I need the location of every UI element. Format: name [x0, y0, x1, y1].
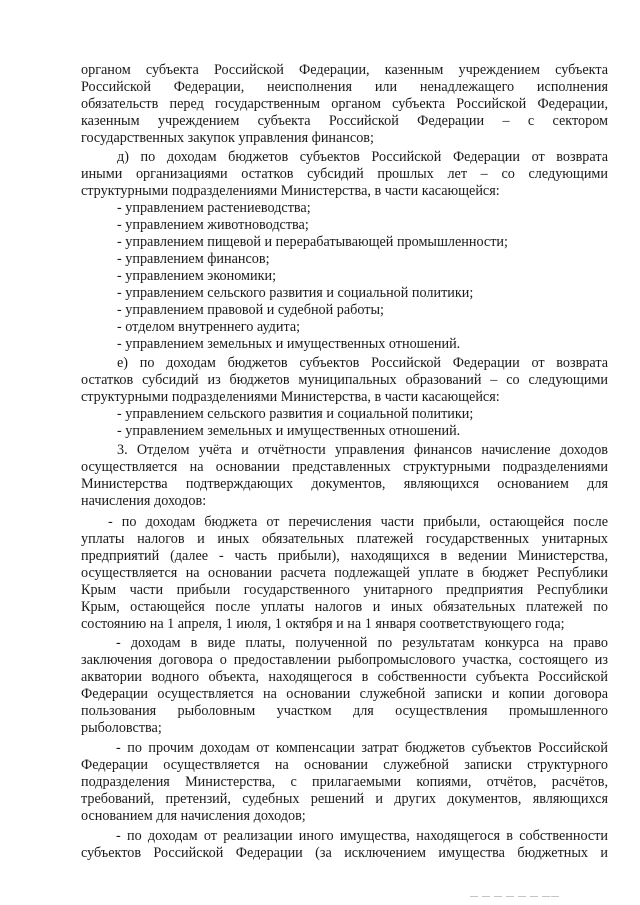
text-line: осуществляется на основании расчета подлежащей уплате в бюджет Республики: [81, 565, 608, 581]
list-item: - управлением экономики;: [117, 268, 277, 284]
list-item: - управлением сельского развития и социальной политики;: [117, 285, 474, 301]
list-item: - управлением финансов;: [117, 251, 270, 267]
bullet-start: - по доходам бюджета от перечисления части прибыли, остающейся после: [108, 514, 608, 530]
text-line: органом субъекта Российской Федерации, казенным учреждением субъекта: [81, 62, 608, 78]
bullet-start: - по прочим доходам от компенсации затрат бюджетов субъектов Российской: [116, 740, 608, 756]
text-line: Министерства подтверждающих документов, являющихся основанием для: [81, 476, 608, 492]
paragraph-d-start: д) по доходам бюджетов субъектов Российской Федерации от возврата: [117, 149, 608, 165]
text-line: акватории водного объекта, находящегося в собственности субъекта Российской: [81, 669, 608, 685]
list-item: - управлением земельных и имущественных отношений.: [117, 423, 461, 439]
text-line: осуществляется на основании представленных структурными подразделениями: [81, 459, 608, 475]
list-item: - управлением земельных и имущественных отношений.: [117, 336, 461, 352]
text-line: обязательств перед государственным органом субъекта Российской Федерации,: [81, 96, 608, 112]
text-line: требований, претензий, судебных решений и других документов, являющихся: [81, 791, 608, 807]
text-line: структурными подразделениями Министерства, в части касающейся:: [81, 183, 500, 199]
list-item: - управлением пищевой и перерабатывающей промышленности;: [117, 234, 508, 250]
text-line: рыболовства;: [81, 720, 162, 736]
list-item: - отделом внутреннего аудита;: [117, 319, 301, 335]
text-line: государственных закупок управления финансов;: [81, 130, 374, 146]
section-3-start: 3. Отделом учёта и отчётности управления финансов начисление доходов: [117, 442, 608, 458]
list-item: - управлением растениеводства;: [117, 200, 311, 216]
page-footer: — — — — — — ——: [470, 891, 560, 900]
text-line: уплаты налогов и иных обязательных платежей государственных унитарных: [81, 531, 608, 547]
list-item: - управлением животноводства;: [117, 217, 309, 233]
bullet-start: - доходам в виде платы, полученной по результатам конкурса на право: [116, 635, 608, 651]
text-line: подразделения Министерства, с прилагаемыми копиями, отчётов, расчётов,: [81, 774, 608, 790]
text-line: Федерации осуществляется на основании служебной записки структурного: [81, 757, 608, 773]
text-line: пользования рыболовным участком для осуществления промышленного: [81, 703, 608, 719]
list-item: - управлением правовой и судебной работы;: [117, 302, 384, 318]
text-line: начисления доходов:: [81, 493, 207, 509]
text-line: субъектов Российской Федерации (за исключением имущества бюджетных и: [81, 845, 608, 861]
text-line: основанием для начисления доходов;: [81, 808, 306, 824]
text-line: предприятий (далее - часть прибыли), находящихся в ведении Министерства,: [81, 548, 608, 564]
text-line: заключения договора о предоставлении рыбопромыслового участка, состоящего из: [81, 652, 608, 668]
text-line: Крым, остающейся после уплаты налогов и иных обязательных платежей по: [81, 599, 608, 615]
list-item: - управлением сельского развития и социальной политики;: [117, 406, 474, 422]
text-line: Российской Федерации, неисполнения или ненадлежащего исполнения: [81, 79, 608, 95]
paragraph-e-start: е) по доходам бюджетов субъектов Российской Федерации от возврата: [117, 355, 608, 371]
text-line: Крым части прибыли государственного унитарного предприятия Республики: [81, 582, 608, 598]
text-line: иными организациями остатков субсидий прошлых лет – со следующими: [81, 166, 608, 182]
text-line: остатков субсидий из бюджетов муниципальных образований – со следующими: [81, 372, 608, 388]
bullet-start: - по доходам от реализации иного имущества, находящегося в собственности: [116, 828, 608, 844]
text-line: казенным учреждением субъекта Российской Федерации – с сектором: [81, 113, 608, 129]
text-line: состоянию на 1 апреля, 1 июля, 1 октября и на 1 января соответствующего года;: [81, 616, 565, 632]
text-line: Федерации осуществляется на основании служебной записки и копии договора: [81, 686, 608, 702]
text-line: структурными подразделениями Министерства, в части касающейся:: [81, 389, 500, 405]
